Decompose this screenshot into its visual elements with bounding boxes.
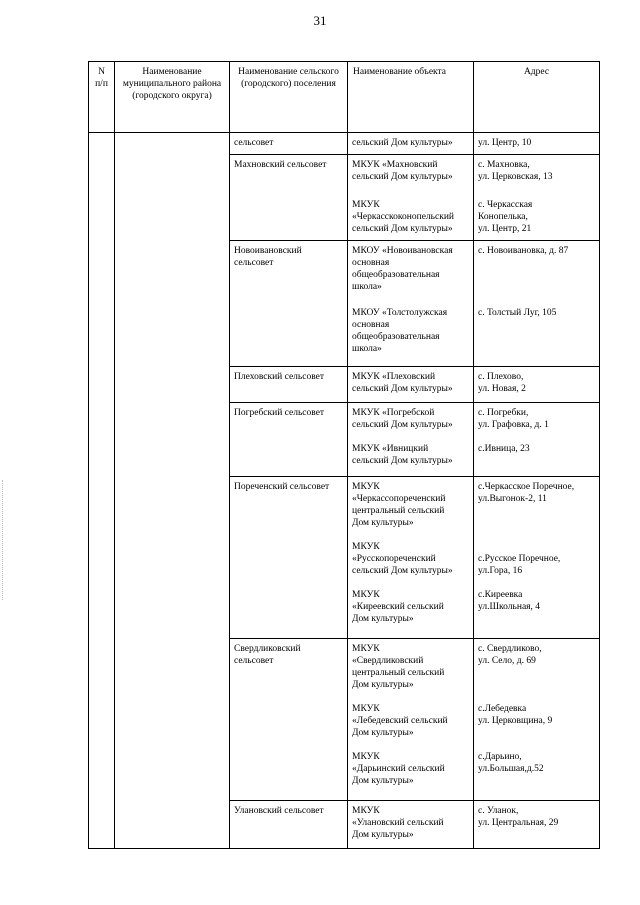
settlement-cell: сельсовет (230, 133, 348, 155)
object-entry: МКУК «Лебедевский сельский Дом культуры» (352, 704, 448, 738)
num-cell (89, 133, 115, 849)
address-entry: с.Киреевка ул.Школьная, 4 (478, 590, 541, 612)
object-entry: МКУК «Черкассопореченский центральный сельский Дом культуры» (352, 482, 446, 528)
address-cell (474, 477, 600, 639)
page-number: 31 (313, 13, 327, 28)
header-address: Адрес (474, 62, 600, 133)
object-cell (348, 403, 474, 477)
address-cell (474, 241, 600, 367)
object-entry: МКУК «Свердликовский центральный сельский Дом культуры» (352, 644, 445, 690)
address-entry: с.Дарьино, ул.Большая,д.52 (478, 752, 544, 774)
object-entry: МКУК «Плеховский сельский Дом культуры» (352, 372, 453, 394)
settlement-cell: Улановский сельсовет (230, 801, 348, 849)
header-object: Наименование объекта (348, 62, 474, 133)
margin-dotted-line (2, 480, 3, 600)
object-entry: МКОУ «Новоивановская основная общеобразовательная школа» (352, 246, 453, 292)
settlement-cell: Махновский сельсовет (230, 155, 348, 241)
address-cell (474, 155, 600, 241)
settlement-cell: Свердликовский сельсовет (230, 639, 348, 801)
address-cell (474, 403, 600, 477)
object-entry: МКОУ «Толстолужская основная общеобразовательная школа» (352, 308, 448, 354)
registry-table (88, 61, 600, 849)
header-num: N п/п (89, 62, 115, 133)
object-cell (348, 155, 474, 241)
object-entry: сельский Дом культуры» (352, 138, 453, 148)
address-entry: с. Толстый Луг, 105 (478, 308, 557, 318)
address-entry: с.Черкасское Поречное, ул.Выгонок-2, 11 (478, 482, 575, 504)
object-entry: МКУК «Ивницкий сельский Дом культуры» (352, 444, 453, 466)
object-entry: МКУК «Дарьинский сельский Дом культуры» (352, 752, 445, 786)
object-cell (348, 133, 474, 155)
object-cell (348, 367, 474, 403)
address-entry: с. Погребки, ул. Графовка, д. 1 (478, 408, 549, 430)
settlement-cell: Новоивановский сельсовет (230, 241, 348, 367)
address-cell (474, 367, 600, 403)
object-entry: МКУК «Улановский сельский Дом культуры» (352, 806, 444, 840)
address-cell (474, 639, 600, 801)
object-cell (348, 477, 474, 639)
header-settlement: Наименование сельского (городского) поселения (230, 62, 348, 133)
header-district: Наименование муниципального района (городского округа) (115, 62, 230, 133)
object-entry: МКУК «Киреевский сельский Дом культуры» (352, 590, 444, 624)
address-entry: с. Махновка, ул. Церковская, 13 (478, 160, 553, 182)
object-cell (348, 801, 474, 849)
address-cell (474, 801, 600, 849)
address-entry: с. Плехово, ул. Новая, 2 (478, 372, 526, 394)
address-entry: с.Лебедевка ул. Церковщина, 9 (478, 704, 553, 726)
header-row (89, 62, 600, 133)
address-entry: с.Ивница, 23 (478, 444, 530, 454)
object-cell (348, 241, 474, 367)
address-entry: с. Новоивановка, д. 87 (478, 246, 569, 256)
address-entry: ул. Центр, 10 (478, 138, 532, 148)
address-cell (474, 133, 600, 155)
address-entry: с.Русское Поречное, ул.Гора, 16 (478, 554, 561, 576)
address-entry: с. Свердликово, ул. Село, д. 69 (478, 644, 542, 666)
object-entry: МКУК «Погребской сельский Дом культуры» (352, 408, 453, 430)
object-cell (348, 639, 474, 801)
address-entry: с. Черкасская Конопелька, ул. Центр, 21 (478, 200, 533, 234)
object-entry: МКУК «Русскопореченский сельский Дом культуры» (352, 542, 453, 576)
object-entry: МКУК «Черкасскоконопельский сельский Дом культуры» (352, 200, 454, 234)
settlement-cell: Плеховский сельсовет (230, 367, 348, 403)
settlement-cell: Пореченский сельсовет (230, 477, 348, 639)
table-row (89, 133, 600, 155)
district-cell (115, 133, 230, 849)
settlement-cell: Погребский сельсовет (230, 403, 348, 477)
address-entry: с. Уланок, ул. Центральная, 29 (478, 806, 559, 828)
object-entry: МКУК «Махновский сельский Дом культуры» (352, 160, 453, 182)
